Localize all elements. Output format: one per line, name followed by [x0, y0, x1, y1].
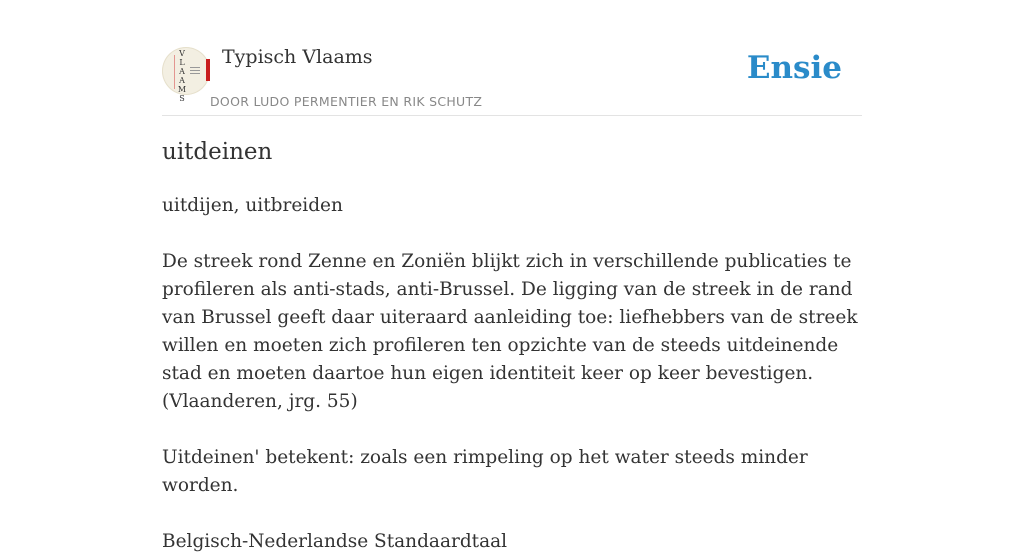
logo-red-bar [206, 59, 210, 81]
logo-letter: V [179, 49, 185, 58]
entry-example: De streek rond Zenne en Zoniën blijkt zich in verschillende publicaties te profileren als anti-stads, anti-Brussel. De ligging van de streek in de rand van Brussel geeft daar uiteraard aanleiding toe: liefhebbers van de streek willen en moeten zich profileren ten opzichte van de steeds uitdeinende stad en moeten daartoe hun eigen identiteit keer op keer bevestigen. [162, 251, 858, 384]
entry-content [162, 192, 862, 556]
logo-letter: M [177, 85, 187, 94]
logo-stripe [174, 55, 175, 89]
page-container [162, 0, 862, 552]
ensie-logo-link[interactable]: Ensie [746, 50, 842, 86]
logo-lines [190, 67, 200, 76]
entry-term: uitdeinen [162, 139, 273, 165]
entry-explanation: Uitdeinen' betekent: zoals een rimpeling op het water steeds minder worden. [162, 447, 808, 496]
author-byline: DOOR LUDO PERMENTIER EN RIK SCHUTZ [210, 94, 483, 109]
entry-definition: uitdijen, uitbreiden [162, 195, 343, 216]
entry-language-note: Belgisch-Nederlandse Standaardtaal [162, 531, 508, 552]
site-header [162, 0, 862, 116]
site-title[interactable]: Typisch Vlaams [222, 46, 373, 68]
site-logo[interactable] [162, 47, 210, 103]
logo-letter: A [179, 76, 185, 85]
logo-letter: L [179, 58, 185, 67]
logo-letter: A [179, 67, 185, 76]
logo-letter: S [179, 94, 185, 103]
logo-letters [177, 49, 187, 103]
entry-source: (Vlaanderen, jrg. 55) [162, 391, 358, 412]
